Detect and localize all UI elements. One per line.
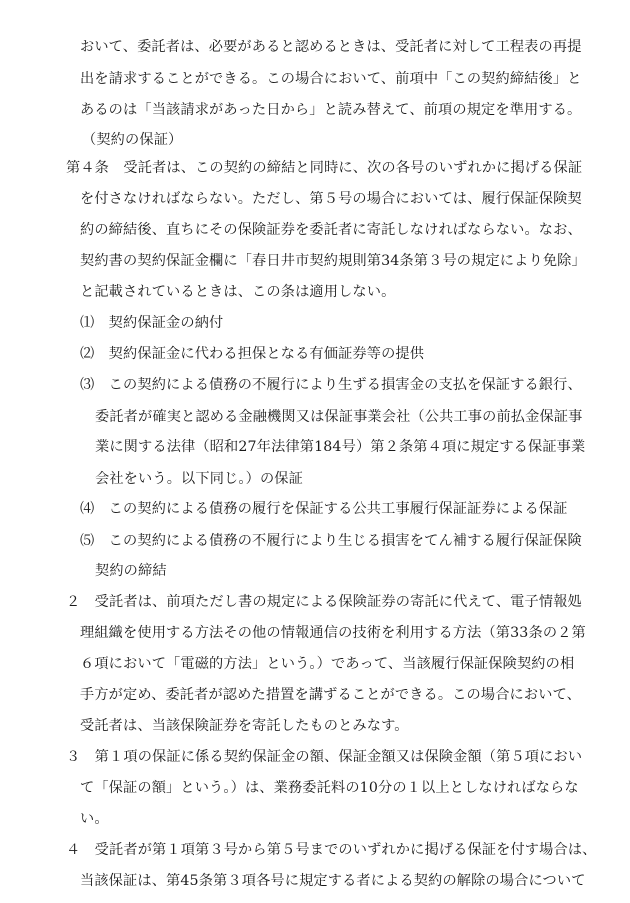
text-line: 契約の締結 [95, 563, 167, 580]
text-line: ６項において「電磁的方法」という。）であって、当該履行保証保険契約の相 [80, 655, 575, 672]
text-line: を付さなければならない。ただし、第５号の場合においては、履行保証保険契 [80, 190, 582, 207]
text-line: あるのは「当該請求があった日から」と読み替えて、前項の規定を準用する。 [80, 102, 582, 118]
text-line: 会社をいう。以下同じ。）の保証 [95, 470, 303, 487]
text-line: おいて、委託者は、必要があると認めるときは、受託者に対して工程表の再提 [80, 39, 582, 55]
text-line: い。 [80, 811, 109, 828]
paragraph-3-line: ３ 第１項の保証に係る契約保証金の額、保証金額又は保険金額（第５項におい [66, 749, 583, 766]
list-item-5: ⑸ この契約による債務の不履行により生じる損害をてん補する履行保証保険 [80, 532, 582, 549]
paragraph-4-line: ４ 受託者が第１項第３号から第５号までのいずれかに掲げる保証を付す場合は、 [66, 841, 597, 858]
text-line: 出を請求することができる。この場合において、前項中「この契約締結後」と [80, 70, 582, 87]
section-heading: （契約の保証） [82, 131, 183, 148]
text-line: 業に関する法律（昭和27年法律第184号）第２条第４項に規定する保証事業 [95, 439, 586, 455]
text-line: 契約書の契約保証金欄に「春日井市契約規則第34条第３号の規定により免除」 [80, 252, 586, 269]
text-line: と記載されているときは、この条は適用しない。 [80, 284, 396, 301]
list-item-2: ⑵ 契約保証金に代わる担保となる有価証券等の提供 [80, 345, 425, 362]
text-line: 当該保証は、第45条第３項各号に規定する者による契約の解除の場合について [80, 873, 586, 890]
text-line: 受託者は、当該保険証券を寄託したものとみなす。 [80, 717, 409, 734]
list-item-3: ⑶ この契約による債務の不履行により生ずる損害金の支払を保証する銀行、 [80, 377, 582, 393]
text-line: て「保証の額」という。）は、業務委託料の10分の１以上としなければならな [80, 779, 579, 796]
text-line: 理組織を使用する方法その他の情報通信の技術を利用する方法（第33条の２第 [80, 625, 586, 642]
paragraph-2-line: ２ 受託者は、前項ただし書の規定による保険証券の寄託に代えて、電子情報処 [66, 593, 582, 610]
list-item-1: ⑴ 契約保証金の納付 [80, 314, 224, 331]
text-line: 手方が定め、委託者が認めた措置を講ずることができる。この場合において、 [80, 687, 581, 704]
text-line: 約の締結後、直ちにその保険証券を委託者に寄託しなければならない。なお、 [80, 222, 582, 239]
list-item-4: ⑷ この契約による債務の履行を保証する公共工事履行保証証券による保証 [80, 501, 568, 518]
article-heading-line: 第４条 受託者は、この契約の締結と同時に、次の各号のいずれかに掲げる保証 [66, 160, 583, 177]
text-line: 委託者が確実と認める金融機関又は保証事業会社（公共工事の前払金保証事 [95, 408, 583, 425]
